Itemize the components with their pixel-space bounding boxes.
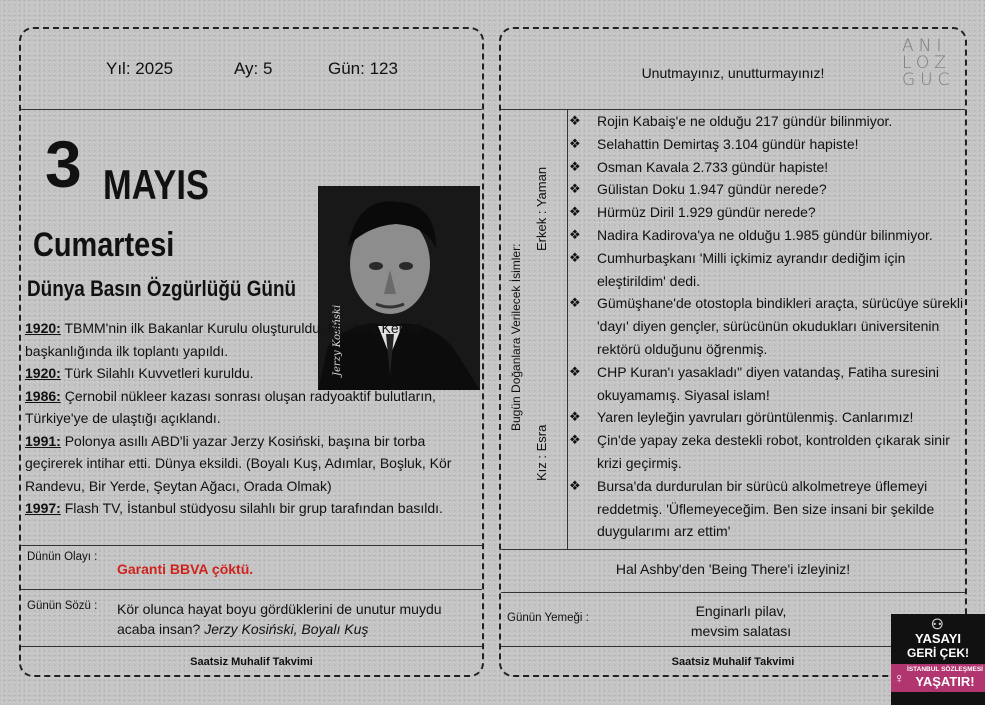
bullet-icon: ❖ [569, 295, 581, 311]
names-label: Bugün Doğanlara Verilecek İsimler: [509, 243, 523, 431]
divider [501, 592, 965, 593]
bullet-icon: ❖ [569, 135, 581, 151]
photo-caption: Jerzy Kosiński [332, 304, 343, 376]
day-of-year-label: Gün: 123 [328, 59, 398, 78]
badge-line: YASAYI [914, 631, 961, 646]
news-text: Nadira Kadirova'ya ne olduğu 1.985 gündür bilinmiyor. [597, 226, 933, 243]
day-number: 3 [45, 127, 81, 201]
meal-line: mevsim salatası [690, 623, 792, 639]
bullet-icon: ❖ [569, 432, 581, 448]
meal-line: Enginarlı pilav, [695, 603, 787, 619]
istanbul-convention-badge [891, 614, 985, 705]
event-text: Flash TV, İstanbul stüdyosu silahlı bir grup tarafından basıldı. [60, 500, 443, 516]
footer-right: Saatsiz Muhalif Takvimi [671, 656, 795, 668]
badge-banner [891, 664, 985, 692]
event-item [25, 430, 480, 498]
event-year: 1986: [25, 387, 61, 404]
ani-loz-guc-logo [902, 38, 955, 89]
female-name: Kız : Esra [534, 424, 549, 481]
news-item [567, 156, 967, 179]
divider [501, 549, 965, 550]
bullet-icon: ❖ [569, 363, 581, 379]
male-name: Erkek : Yaman [534, 166, 549, 251]
badge-line: GERİ ÇEK! [906, 646, 969, 660]
right-calendar-card [499, 27, 967, 677]
female-symbol-icon: ♀ [894, 670, 905, 686]
bullet-icon: ❖ [569, 158, 581, 174]
left-calendar-card [19, 27, 484, 677]
news-text: Gümüşhane'de otostopla bindikleri araçta, sürücüye sürekli 'dayı' diyen gençler, sürücünün okudukları üniversitenin rektörü olduğunu öğrenmiş. [597, 295, 964, 357]
bullet-icon: ❖ [569, 204, 581, 220]
quote-block [117, 599, 467, 639]
news-text: Gülistan Doku 1.947 gündür nerede? [597, 181, 827, 198]
event-year: 1991: [25, 432, 61, 449]
news-list [567, 110, 967, 543]
bullet-icon: ❖ [569, 477, 581, 493]
bullet-icon: ❖ [569, 249, 581, 265]
meal-block [651, 601, 831, 641]
news-item [567, 201, 967, 224]
yesterday-label: Dünün Olayı : [27, 551, 98, 563]
historical-events [25, 317, 480, 520]
event-item [25, 317, 480, 362]
month-number-label: Ay: 5 [234, 59, 273, 78]
logo-line: GUC [902, 70, 955, 90]
bullet-icon: ❖ [569, 226, 581, 242]
meal-label: Günün Yemeği : [507, 612, 589, 624]
news-item [567, 429, 967, 475]
news-text: Hürmüz Diril 1.929 gündür nerede? [597, 204, 816, 221]
year-label: Yıl: 2025 [106, 59, 174, 78]
event-item [25, 497, 480, 520]
logo-line: ANI [902, 36, 947, 56]
quote-label: Günün Sözü : [27, 600, 98, 612]
news-text: CHP Kuran'ı yasakladı" diyen vatandaş, Fatiha suresini okuyamamış. Siyasal islam! [597, 363, 940, 403]
news-text: Rojin Kabaiş'e ne olduğu 217 gündür bilinmiyor. [597, 113, 893, 129]
news-item [567, 178, 967, 201]
divider [21, 589, 482, 590]
weekday-name: Cumartesi [33, 226, 175, 264]
event-year: 1920: [25, 365, 61, 381]
event-year: 1920: [25, 320, 61, 336]
news-text: Cumhurbaşkanı 'Milli içkimiz ayrandır dediğim için eleştirildim' dedi. [597, 249, 906, 289]
event-item [25, 385, 480, 430]
bullet-icon: ❖ [569, 409, 581, 425]
event-text: Çernobil nükleer kazası sonrası oluşan radyoaktif bulutların, Türkiye'ye de ulaştığı açıklandı. [25, 387, 436, 426]
logo-line: LOZ [902, 53, 951, 73]
news-item [567, 406, 967, 429]
news-item [567, 224, 967, 247]
quote-text: Kör olunca hayat boyu gördüklerini de unutur muydu acaba insan? [117, 601, 442, 637]
news-item [567, 361, 967, 407]
quote-source: Jerzy Kosiński, Boyalı Kuş [204, 621, 369, 637]
news-item [567, 475, 967, 543]
news-item [567, 292, 967, 360]
figures-icon: ⚇ [931, 616, 944, 632]
news-text: Yaren leyleğin yavruları görüntülenmiş. Canlarımız! [597, 409, 914, 426]
news-text: Osman Kavala 2.733 gündür hapiste! [597, 158, 829, 175]
film-recommendation: Hal Ashby'den 'Being There'i izleyiniz! [615, 561, 851, 577]
yesterday-value: Garanti BBVA çöktü. [117, 561, 254, 577]
event-item [25, 362, 480, 385]
news-text: Çin'de yapay zeka destekli robot, kontrolden çıkarak sinir krizi geçirmiş. [597, 432, 950, 471]
event-text: TBMM'nin ilk Bakanlar Kurulu oluşturuldu. Mustafa Kemal başkanlığında ilk toplantı yapıldı. [25, 320, 422, 359]
news-item [567, 133, 967, 156]
news-item [567, 247, 967, 293]
news-text: Selahattin Demirtaş 3.104 gündür hapiste! [597, 135, 859, 152]
event-text: Türk Silahlı Kuvvetleri kuruldu. [60, 365, 254, 381]
badge-line: YAŞATIR! [915, 674, 975, 689]
month-name: MAYIS [103, 161, 209, 208]
divider [21, 545, 482, 546]
footer-left: Saatsiz Muhalif Takvimi [190, 656, 313, 668]
event-year: 1997: [25, 500, 61, 516]
special-day-title: Dünya Basın Özgürlüğü Günü [27, 276, 297, 301]
badge-line: İSTANBUL SÖZLEŞMESİ [907, 666, 983, 673]
news-item [567, 110, 967, 133]
bullet-icon: ❖ [569, 113, 581, 128]
divider [21, 646, 482, 647]
bullet-icon: ❖ [569, 181, 581, 197]
divider [21, 109, 482, 110]
news-text: Bursa'da durdurulan bir sürücü alkolmetreye üflemeyi reddetmiş. 'Üflemeyeceğim. Ben size insani bir şekilde duygularımı arz ettim' [597, 477, 935, 540]
motto: Unutmayınız, unutturmayınız! [641, 65, 825, 81]
event-text: Polonya asıllı ABD'li yazar Jerzy Kosiński, başına bir torba geçirerek intihar etti. Dünya eksildi. (Boyalı Kuş, Adımlar, Boşluk, Kör Randevu, Bir Yerde, Şeytan Ağacı, Orada Olmak) [25, 432, 452, 494]
